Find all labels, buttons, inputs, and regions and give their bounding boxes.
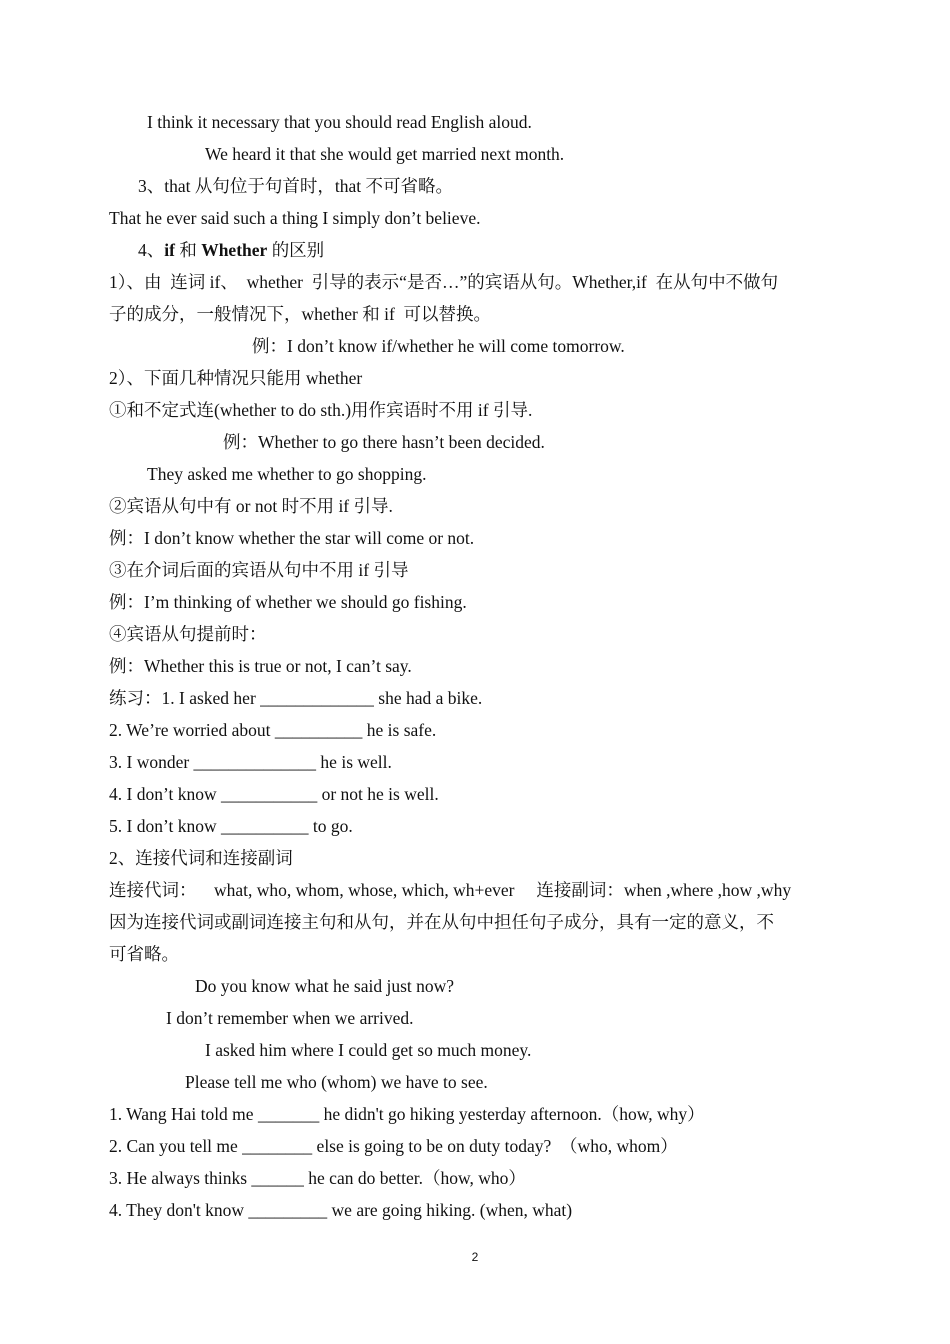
example-sentence: 例：I don’t know whether the star will come or not. [109, 528, 475, 548]
exercise-item: 4. They don't know _________ we are going hiking. (when, what) [109, 1200, 573, 1220]
exercise-item: 3. I wonder ______________ he is well. [109, 752, 392, 772]
example-sentence: They asked me whether to go shopping. [147, 464, 427, 484]
heading-keyword-whether: Whether [201, 240, 268, 260]
rule-item: ③在介词后面的宾语从句中不用 if 引导 [109, 560, 409, 580]
heading-number: 4、 [138, 240, 165, 260]
rule-heading: 3、that 从句位于句首时，that 不可省略。 [138, 176, 453, 196]
subsection-heading: 2）、下面几种情况只能用 whether [109, 368, 363, 388]
example-sentence: Please tell me who (whom) we have to see. [185, 1072, 488, 1092]
page-number: 2 [471, 1250, 479, 1264]
paragraph-line: 可省略。 [109, 944, 179, 964]
exercise-item: 2. We’re worried about __________ he is safe. [109, 720, 437, 740]
section-heading-if-whether [138, 239, 324, 261]
section-heading: 2、连接代词和连接副词 [109, 848, 293, 868]
heading-connector: 和 [174, 240, 202, 260]
paragraph-line: 1）、由 连词 if、 whether 引导的表示“是否…”的宾语从句。Whether,if 在从句中不做句 [109, 272, 779, 292]
example-sentence: That he ever said such a thing I simply don’t believe. [109, 208, 481, 228]
exercise-item: 5. I don’t know __________ to go. [109, 816, 353, 836]
rule-item: ④宾语从句提前时： [109, 624, 267, 644]
paragraph-line: 因为连接代词或副词连接主句和从句，并在从句中担任句子成分，具有一定的意义，不 [109, 912, 774, 932]
example-sentence: I asked him where I could get so much money. [205, 1040, 532, 1060]
rule-item: ②宾语从句中有 or not 时不用 if 引导. [109, 496, 393, 516]
paragraph-line: 连接代词： what, who, whom, whose, which, wh+ever 连接副词：when ,where ,how ,why [109, 880, 792, 900]
exercise-item: 3. He always thinks ______ he can do better.（how, who） [109, 1168, 526, 1188]
rule-item: ①和不定式连(whether to do sth.)用作宾语时不用 if 引导. [109, 400, 533, 420]
example-sentence: 例：Whether this is true or not, I can’t say. [109, 656, 412, 676]
example-sentence: I don’t remember when we arrived. [166, 1008, 414, 1028]
example-sentence: I think it necessary that you should read English aloud. [147, 112, 532, 132]
exercise-item: 2. Can you tell me ________ else is going to be on duty today? （who, whom） [109, 1136, 678, 1156]
example-sentence: 例：I don’t know if/whether he will come tomorrow. [252, 336, 625, 356]
heading-suffix: 的区别 [267, 240, 325, 260]
example-sentence: 例：Whether to go there hasn’t been decided. [223, 432, 545, 452]
paragraph-line: 子的成分，一般情况下，whether 和 if 可以替换。 [109, 304, 492, 324]
exercise-item: 1. Wang Hai told me _______ he didn't go hiking yesterday afternoon.（how, why） [109, 1104, 705, 1124]
example-sentence: Do you know what he said just now? [195, 976, 455, 996]
exercise-item: 练习：1. I asked her _____________ she had a bike. [109, 688, 483, 708]
heading-keyword-if: if [164, 240, 175, 260]
exercise-item: 4. I don’t know ___________ or not he is well. [109, 784, 439, 804]
example-sentence: We heard it that she would get married next month. [205, 144, 565, 164]
example-sentence: 例：I’m thinking of whether we should go fishing. [109, 592, 467, 612]
